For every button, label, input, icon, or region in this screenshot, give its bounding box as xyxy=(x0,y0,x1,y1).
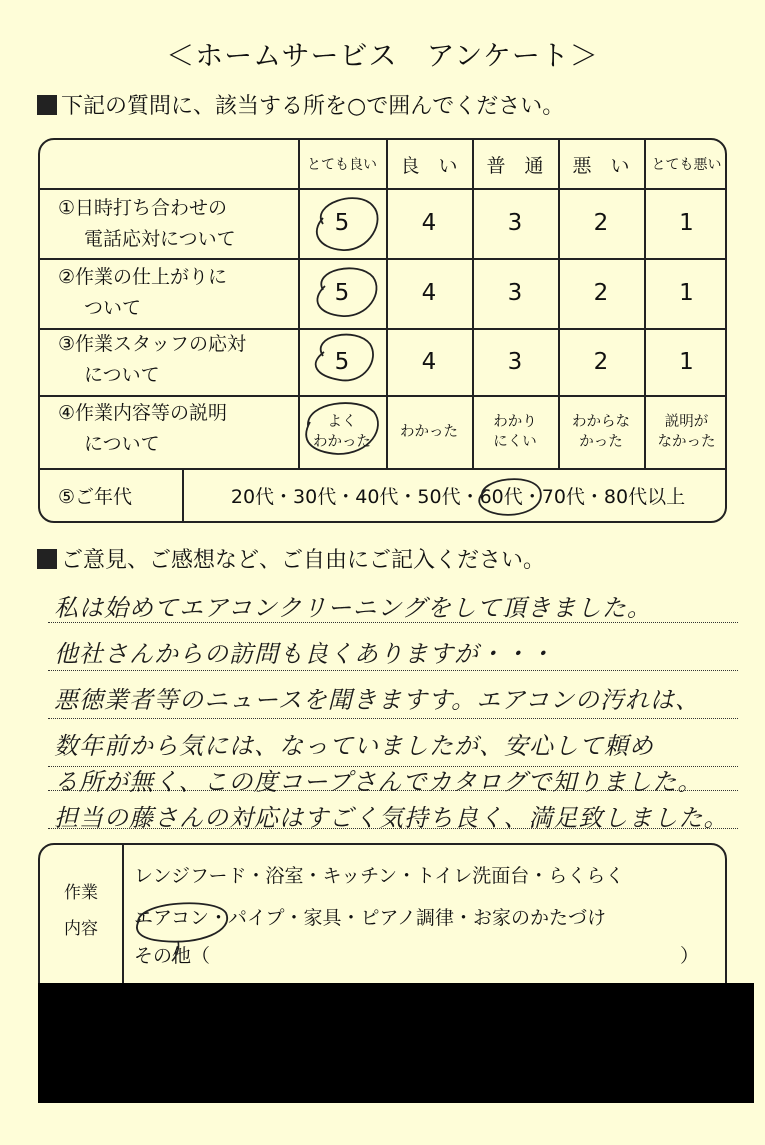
q3-score-4[interactable]: 4 xyxy=(421,348,437,375)
question-1-line1: ①日時打ち合わせの xyxy=(58,197,228,219)
q1-circle-mark xyxy=(317,198,378,250)
work-label-line2: 内容 xyxy=(64,919,98,939)
bullet-square-icon xyxy=(37,549,57,569)
q2-score-2[interactable]: 2 xyxy=(593,280,609,306)
q3-score-3[interactable]: 3 xyxy=(507,348,523,375)
comment-line-4: 数年前から気には、なっていましたが、安心して頼め xyxy=(54,732,654,760)
survey-title: ＜ホームサービス アンケート＞ xyxy=(166,39,599,72)
q4-option-1-line2: わかった xyxy=(313,433,371,450)
work-other-suffix: ） xyxy=(680,945,700,967)
question-3-line2: について xyxy=(84,364,160,386)
age-label: ⑤ご年代 xyxy=(58,485,133,508)
comment-line-6: 担当の藤さんの対応はすごく気持ち良く、満足致しました。 xyxy=(54,804,729,832)
q4-option-1-line1: よく xyxy=(327,413,357,430)
comment-line-3: 悪徳業者等のニュースを聞きますす。エアコンの汚れは、 xyxy=(54,686,700,714)
question-2-line2: ついて xyxy=(84,297,142,319)
age-options[interactable]: 20代・30代・40代・50代・60代・70代・80代以上 xyxy=(230,485,686,508)
comment-heading xyxy=(37,543,545,574)
age-circle-mark xyxy=(479,479,541,515)
header-very-bad: とても悪い xyxy=(651,157,722,173)
q2-score-1[interactable]: 1 xyxy=(679,280,694,306)
work-content-box xyxy=(38,843,727,1003)
instruction-heading xyxy=(37,89,564,120)
q1-score-5[interactable]: 5 xyxy=(334,210,350,236)
header-normal: 普 通 xyxy=(486,154,544,177)
comment-line-2: 他社さんからの訪問も良くありますが・・・ xyxy=(54,640,554,668)
work-circle-mark xyxy=(40,845,729,1005)
q4-option-5-line1: 説明が xyxy=(664,413,709,430)
work-other-prefix: その他（ xyxy=(134,945,211,967)
q4-option-5-line2: なかった xyxy=(657,433,716,450)
q1-score-2[interactable]: 2 xyxy=(593,210,609,236)
comment-line-1: 私は始めてエアコンクリーニングをして頂きました。 xyxy=(54,594,652,622)
instruction-text: 下記の質問に、該当する所を○で囲んでください。 xyxy=(61,94,565,119)
survey-table xyxy=(38,138,727,523)
q4-option-3-line1: わかり xyxy=(493,413,537,430)
question-1-line2: 電話応対について xyxy=(84,228,236,250)
q2-score-3[interactable]: 3 xyxy=(507,280,523,306)
q4-option-4-line1: わからな xyxy=(572,413,630,430)
handwritten-circles xyxy=(40,140,727,523)
q2-circle-mark xyxy=(317,268,376,316)
q3-score-2[interactable]: 2 xyxy=(593,348,609,375)
q4-option-4-line2: かった xyxy=(579,433,623,450)
q2-score-4[interactable]: 4 xyxy=(421,280,437,306)
work-options-line1[interactable]: レンジフード・浴室・キッチン・トイレ洗面台・らくらく xyxy=(134,865,625,887)
comment-line-5: る所が無く、この度コープさんでカタログで知りました。 xyxy=(54,768,703,796)
q1-score-3[interactable]: 3 xyxy=(507,210,523,236)
bullet-square-icon xyxy=(37,95,57,115)
work-label-line1: 作業 xyxy=(64,883,98,903)
work-options-line2[interactable]: エアコン・パイプ・家具・ピアノ調律・お家のかたづけ xyxy=(134,907,606,929)
q1-score-4[interactable]: 4 xyxy=(421,210,437,236)
redacted-area xyxy=(38,983,754,1103)
q2-score-5[interactable]: 5 xyxy=(334,280,350,306)
q4-option-2-line1: わかった xyxy=(400,423,458,440)
q3-score-5[interactable]: 5 xyxy=(334,348,350,375)
question-2-line1: ②作業の仕上がりに xyxy=(58,266,228,288)
q4-option-3-line2: にくい xyxy=(493,433,537,450)
q3-circle-mark xyxy=(316,335,373,381)
q1-score-1[interactable]: 1 xyxy=(679,210,694,236)
question-4-line1: ④作業内容等の説明 xyxy=(58,402,228,424)
q4-circle-mark xyxy=(306,403,378,454)
header-good: 良 い xyxy=(400,154,458,177)
comment-heading-text: ご意見、ご感想など、ご自由にご記入ください。 xyxy=(61,548,546,573)
header-bad: 悪 い xyxy=(572,154,630,177)
header-very-good: とても良い xyxy=(307,157,377,173)
question-4-line2: について xyxy=(84,433,160,455)
q3-score-1[interactable]: 1 xyxy=(679,348,694,375)
question-3-line1: ③作業スタッフの応対 xyxy=(58,333,247,355)
